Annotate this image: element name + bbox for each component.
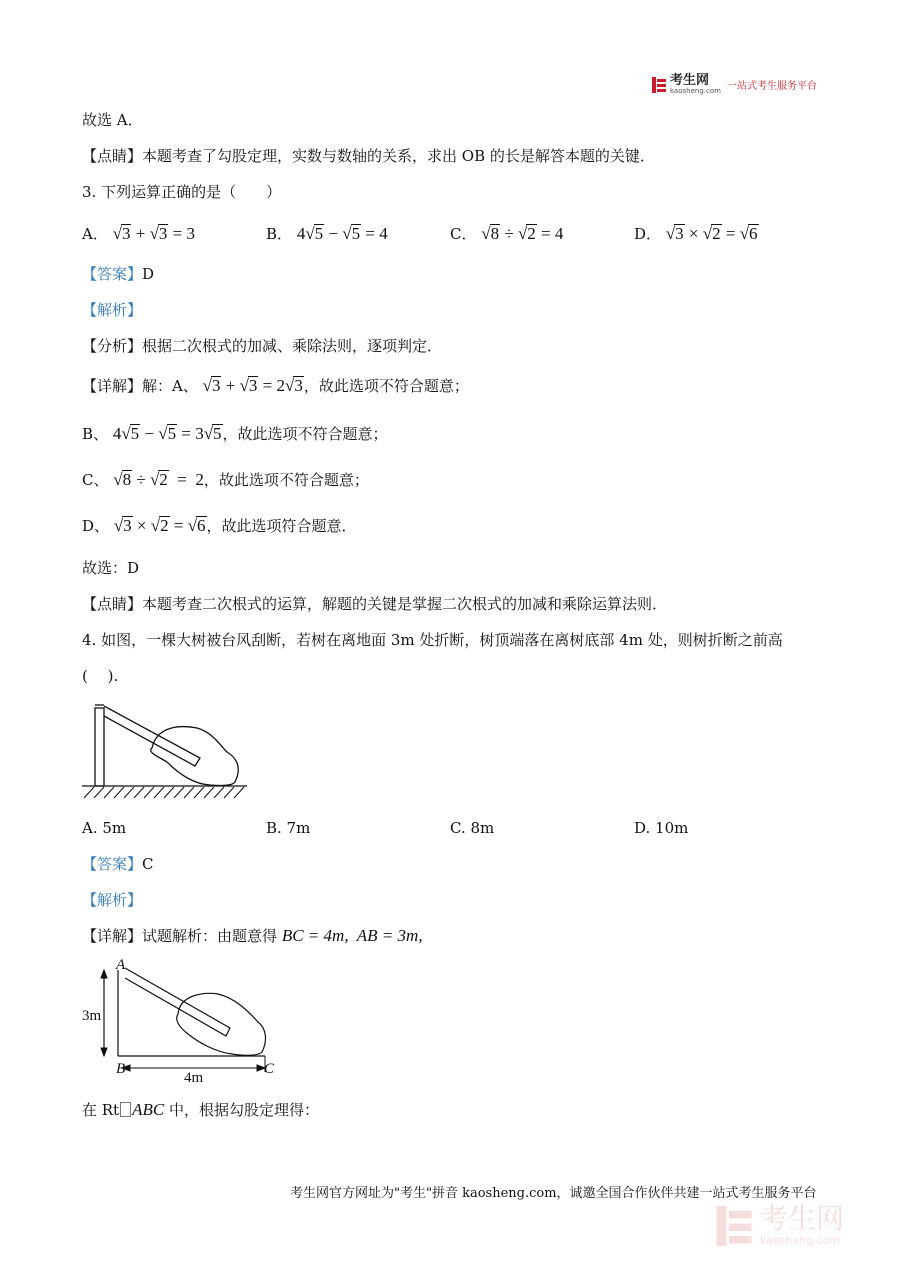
watermark: 考生网 kaosheng.com: [716, 1204, 844, 1247]
q3-option-b: B． 4√5 − √5 = 4: [266, 224, 388, 243]
brand-name: 考生网: [670, 73, 710, 88]
conclusion-a: 故选 A．: [82, 111, 143, 129]
brand-domain: kaosheng.com: [670, 87, 721, 95]
brand-logo-icon: [652, 77, 666, 93]
question-4-stem: 4. 如图，一棵大树被台风刮断，若树在离地面 3m 处折断，树顶端落在离树底部 4m 处，则树折断之前高: [82, 631, 783, 649]
q4-detail: 【详解】试题解析：由题意得 BC = 4m, AB = 3m,: [82, 926, 423, 945]
dianjing-tag: 【点睛】: [82, 147, 143, 165]
q4-option-a: A. 5m: [82, 819, 127, 837]
q3-option-d: D． √3 × √2 = √6: [634, 224, 758, 243]
q3-analysis-tag: 【解析】: [82, 301, 143, 319]
q4-answer: 【答案】C: [82, 855, 154, 873]
question-3-stem: 3. 下列运算正确的是（ ）: [82, 183, 282, 201]
dianjing-2: 【点睛】本题考查二次根式的运算，解题的关键是掌握二次根式的加减和乘除运算法则．: [82, 595, 668, 613]
conclusion-d: 故选：D: [82, 559, 140, 577]
q4-analysis-tag: 【解析】: [82, 891, 143, 909]
q3-answer: [82, 264, 154, 284]
broken-top: [104, 706, 200, 766]
q3-detail-d: D、 √3 × √2 = √6，故此选项符合题意．: [82, 516, 357, 535]
watermark-logo-icon: [716, 1206, 752, 1246]
q4-option-b: B. 7m: [266, 819, 311, 837]
answer-value: D: [142, 265, 155, 283]
tree-figure: [82, 700, 252, 802]
dianjing-1: [82, 146, 655, 166]
q4-option-d: D. 10m: [634, 819, 689, 837]
length-ab-label: 3m: [82, 1008, 102, 1024]
tree-trunk: [95, 708, 104, 786]
rt-triangle-line: 在 Rt ABC 中，根据勾股定理得：: [82, 1100, 319, 1119]
missing-glyph-box: [120, 1102, 131, 1117]
header-logo: [652, 74, 817, 95]
vertex-b-label: B: [116, 1061, 126, 1077]
length-bc-label: 4m: [184, 1070, 204, 1082]
answer-tag: 【答案】: [82, 265, 143, 283]
q3-detail-b: B、 4√5 − √5 = 3√5，故此选项不符合题意；: [82, 424, 388, 443]
vertex-a-label: A: [116, 957, 126, 973]
footer-text: 考生网官方网址为"考生"拼音 kaosheng.com，诚邀全国合作伙伴共建一站式考生服务平台: [290, 1186, 817, 1201]
brand-slogan: 一站式考生服务平台: [726, 81, 817, 92]
q3-option-c: C． √8 ÷ √2 = 4: [450, 224, 564, 243]
q3-option-a: A． √3 + √3 = 3: [82, 224, 195, 243]
ground-hatch: [84, 787, 244, 798]
q3-detail-a: 【详解】解：A、 √3 + √3 = 2√3，故此选项不符合题意；: [82, 376, 469, 395]
vertex-c-label: C: [264, 1061, 275, 1077]
dianjing-text: 本题考查了勾股定理，实数与数轴的关系，求出 OB 的长是解答本题的关键．: [142, 147, 655, 165]
tree-crown: [151, 727, 239, 786]
question-4-paren: ( ).: [82, 667, 119, 685]
q3-fenxi: 【分析】根据二次根式的加减、乘除法则，逐项判定．: [82, 337, 443, 355]
q4-option-c: C. 8m: [450, 819, 495, 837]
q3-detail-c: C、 √8 ÷ √2 = 2，故此选项不符合题意；: [82, 470, 369, 489]
triangle-figure: [80, 956, 280, 1082]
